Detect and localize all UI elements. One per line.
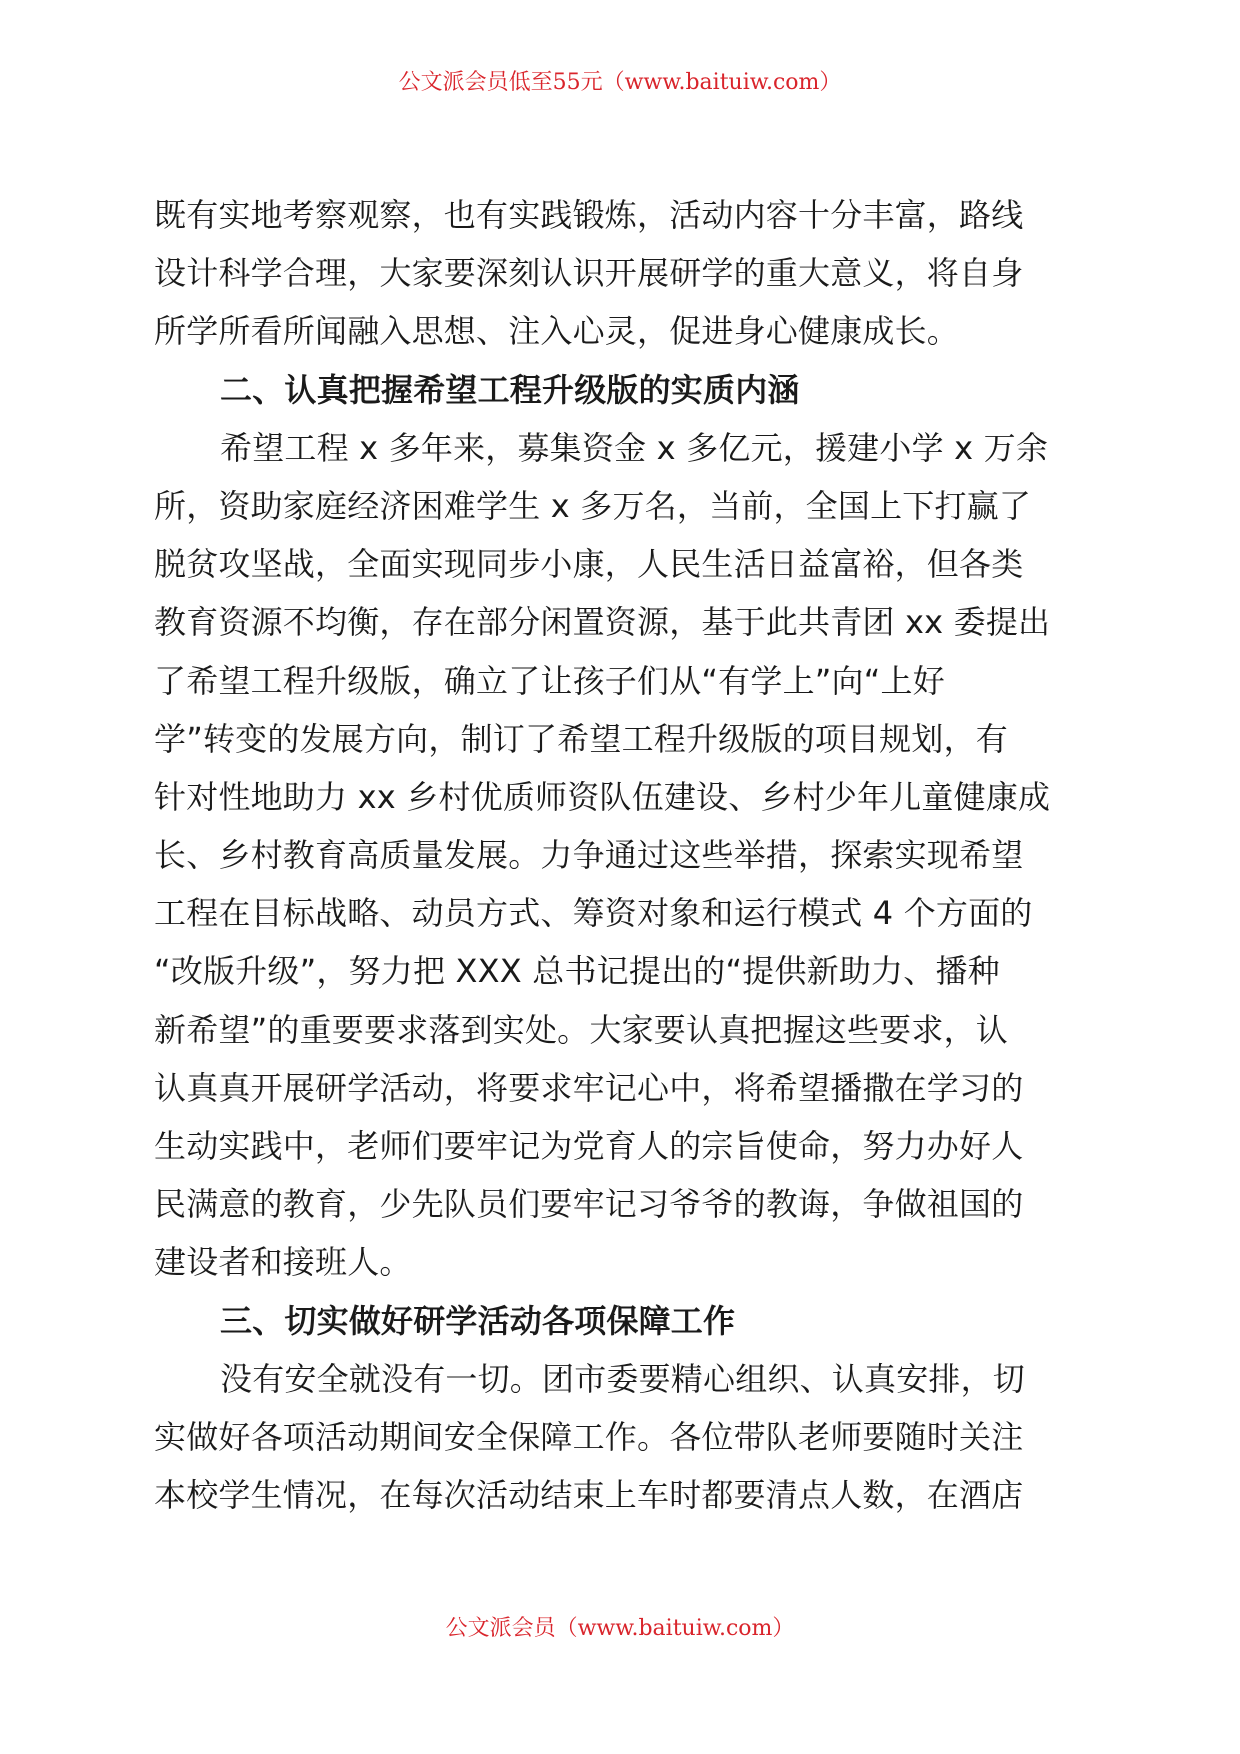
paragraph-line: 所学所看所闻融入思想、注入心灵，促进身心健康成长。 (154, 312, 960, 351)
paragraph-line: 民满意的教育，少先队员们要牢记习爷爷的教诲，争做祖国的 (154, 1185, 1024, 1224)
paragraph-line: 工程在目标战略、动员方式、筹资对象和运行模式 4 个方面的 (154, 894, 1033, 933)
paragraph-line: 了希望工程升级版，确立了让孩子们从“有学上”向“上好 (154, 661, 945, 700)
paragraph-line: 针对性地助力 xx 乡村优质师资队伍建设、乡村少年儿童健康成 (154, 777, 1051, 816)
header-watermark: 公文派会员低至55元（www.baituiw.com） (398, 70, 842, 95)
paragraph-line: 教育资源不均衡，存在部分闲置资源，基于此共青团 xx 委提出 (154, 603, 1051, 642)
paragraph-line: 脱贫攻坚战，全面实现同步小康，人民生活日益富裕，但各类 (154, 545, 1024, 584)
paragraph-line: 长、乡村教育高质量发展。力争通过这些举措，探索实现希望 (154, 836, 1024, 875)
paragraph-line: 本校学生情况，在每次活动结束上车时都要清点人数，在酒店 (154, 1476, 1024, 1515)
paragraph-line: 新希望”的重要要求落到实处。大家要认真把握这些要求，认 (154, 1010, 1008, 1049)
paragraph-line: 生动实践中，老师们要牢记为党育人的宗旨使命，努力办好人 (154, 1127, 1024, 1165)
paragraph-line: 认真真开展研学活动，将要求牢记心中，将希望播撒在学习的 (154, 1068, 1024, 1107)
section-heading: 二、认真把握希望工程升级版的实质内涵 (220, 370, 800, 409)
paragraph-line: 学”转变的发展方向，制订了希望工程升级版的项目规划，有 (154, 719, 1008, 758)
footer-watermark: 公文派会员（www.baituiw.com） (445, 1616, 795, 1641)
paragraph-line: 没有安全就没有一切。团市委要精心组织、认真安排，切 (220, 1359, 1026, 1398)
paragraph-line: 实做好各项活动期间安全保障工作。各位带队老师要随时关注 (154, 1417, 1024, 1456)
document-body (154, 186, 1089, 1524)
paragraph-line: 建设者和接班人。 (154, 1243, 412, 1282)
section-heading: 三、切实做好研学活动各项保障工作 (220, 1301, 736, 1340)
paragraph-line: 希望工程 x 多年来，募集资金 x 多亿元，援建小学 x 万余 (220, 428, 1049, 467)
paragraph-line: 既有实地考察观察，也有实践锻炼，活动内容十分丰富，路线 (154, 196, 1024, 234)
paragraph-line: 所，资助家庭经济困难学生 x 多万名，当前，全国上下打赢了 (154, 486, 1032, 525)
paragraph-line: “改版升级”，努力把 XXX 总书记提出的“提供新助力、播种 (154, 952, 1000, 991)
paragraph-line: 设计科学合理，大家要深刻认识开展研学的重大意义，将自身 (154, 254, 1024, 293)
